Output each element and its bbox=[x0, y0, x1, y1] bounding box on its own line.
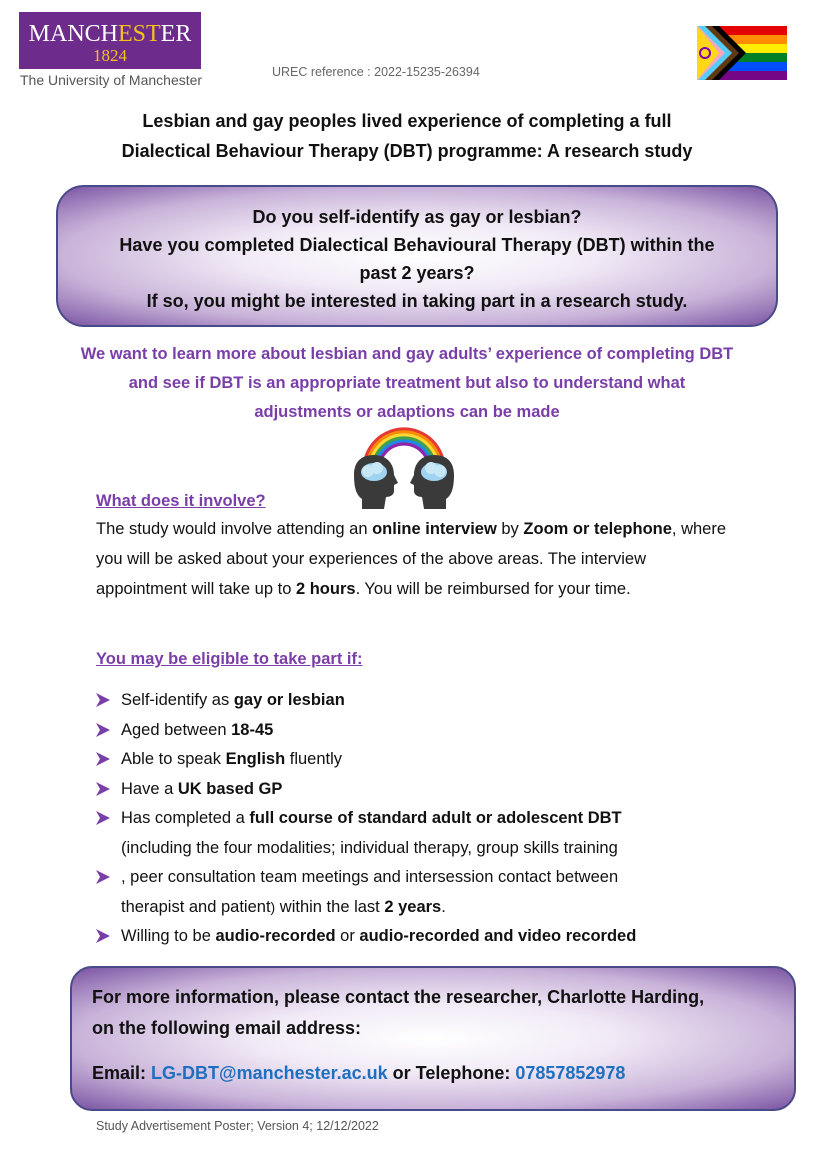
intro-line-2: and see if DBT is an appropriate treatment but also to understand what bbox=[128, 374, 686, 392]
logo-year: 1824 bbox=[93, 46, 127, 65]
criterion-2-text: Aged between bbox=[121, 720, 232, 739]
list-item bbox=[96, 775, 736, 805]
criterion-6-bold: 2 years bbox=[384, 897, 442, 916]
criterion-5-bold: full course of standard adult or adolescent DBT bbox=[249, 809, 622, 827]
criterion-6-line-1: , peer consultation team meetings and intersession contact between bbox=[121, 868, 619, 886]
question-box bbox=[56, 185, 778, 327]
involve-paragraph bbox=[96, 514, 726, 604]
university-logo bbox=[19, 12, 201, 69]
university-name: The University of Manchester bbox=[20, 72, 203, 88]
question-4: If so, you might be interested in taking part in a research study. bbox=[146, 291, 688, 311]
email-link[interactable]: LG-DBT@manchester.ac.uk bbox=[151, 1063, 388, 1083]
intro-text bbox=[40, 340, 774, 427]
involve-heading: What does it involve? bbox=[96, 492, 266, 510]
involve-bold-1: online interview bbox=[372, 520, 497, 538]
rainbow-heads-icon bbox=[348, 425, 460, 515]
phone-label: or Telephone: bbox=[387, 1063, 516, 1083]
criterion-4-text: Have a bbox=[121, 779, 178, 798]
involve-bold-3: 2 hours bbox=[295, 580, 356, 598]
email-label: Email: bbox=[92, 1063, 152, 1083]
list-item-continuation bbox=[96, 834, 736, 864]
criterion-7-bold-2: audio-recorded and video recorded bbox=[359, 927, 637, 945]
involve-text-1: The study would involve attending an bbox=[96, 520, 373, 538]
involve-bold-2: Zoom or telephone bbox=[523, 520, 672, 538]
urec-reference: UREC reference : 2022-15235-26394 bbox=[272, 65, 480, 79]
list-item bbox=[96, 804, 736, 834]
eligibility-heading: You may be eligible to take part if: bbox=[96, 650, 363, 668]
criterion-5-text: Has completed a bbox=[121, 809, 250, 827]
criterion-3-text-post: fluently bbox=[285, 750, 343, 768]
logo-word-mid: EST bbox=[118, 21, 161, 47]
criterion-1-bold: gay or lesbian bbox=[233, 691, 345, 709]
arrow-bullet-icon bbox=[96, 870, 110, 884]
list-item bbox=[96, 716, 736, 746]
criterion-6-line-2: therapist and patient bbox=[121, 897, 271, 916]
arrow-bullet-icon bbox=[96, 782, 110, 796]
contact-line-2: on the following email address: bbox=[92, 1018, 362, 1038]
title-line-1: Lesbian and gay peoples lived experience of completing a full bbox=[142, 111, 672, 131]
criterion-7-bold-1: audio-recorded bbox=[215, 927, 336, 945]
intro-line-3: adjustments or adaptions can be made bbox=[254, 403, 560, 421]
contact-box bbox=[70, 966, 796, 1111]
list-item bbox=[96, 922, 736, 952]
criterion-7-text: Willing to be bbox=[121, 927, 216, 945]
criterion-6-mid: within the last bbox=[275, 897, 385, 916]
page-title bbox=[0, 106, 814, 166]
list-item bbox=[96, 745, 736, 775]
arrow-bullet-icon bbox=[96, 811, 110, 825]
eligibility-list bbox=[96, 686, 736, 952]
criterion-7-mid: or bbox=[335, 927, 360, 945]
logo-word-post: ER bbox=[160, 21, 192, 47]
involve-text-4: . You will be reimbursed for your time. bbox=[355, 580, 631, 598]
criterion-2-bold: 18-45 bbox=[231, 720, 274, 739]
progress-pride-flag-icon bbox=[697, 26, 787, 80]
involve-text-3: , where you will be asked about your experiences of the above areas. The interview appointment will take up to bbox=[96, 520, 727, 598]
logo-word-pre: MANCH bbox=[28, 21, 118, 47]
involve-text-2: by bbox=[496, 520, 524, 538]
contact-line-1: For more information, please contact the researcher, Charlotte Harding, bbox=[92, 987, 705, 1007]
arrow-bullet-icon bbox=[96, 752, 110, 766]
question-1: Do you self-identify as gay or lesbian? bbox=[252, 207, 582, 227]
criterion-6-paren: ) bbox=[270, 898, 276, 915]
arrow-bullet-icon bbox=[96, 929, 110, 943]
title-line-2: Dialectical Behaviour Therapy (DBT) programme: A research study bbox=[121, 141, 693, 161]
footer-version: Study Advertisement Poster; Version 4; 12/12/2022 bbox=[96, 1119, 379, 1133]
arrow-bullet-icon bbox=[96, 723, 110, 737]
list-item bbox=[96, 863, 736, 893]
phone-link[interactable]: 07857852978 bbox=[515, 1063, 626, 1083]
intro-line-1: We want to learn more about lesbian and gay adults’ experience of completing DBT bbox=[80, 345, 734, 363]
question-3: past 2 years? bbox=[359, 263, 475, 283]
list-item bbox=[96, 686, 736, 716]
criterion-4-bold: UK based GP bbox=[177, 779, 283, 798]
list-item-continuation bbox=[96, 893, 736, 923]
criterion-1-text: Self-identify as bbox=[121, 691, 234, 709]
criterion-3-bold: English bbox=[225, 750, 286, 768]
question-2: Have you completed Dialectical Behavioural Therapy (DBT) within the bbox=[119, 235, 715, 255]
criterion-5-continuation: (including the four modalities; individual therapy, group skills training bbox=[121, 838, 618, 857]
criterion-3-text: Able to speak bbox=[121, 750, 226, 768]
arrow-bullet-icon bbox=[96, 693, 110, 707]
contact-details bbox=[92, 1058, 794, 1089]
criterion-6-post: . bbox=[441, 897, 446, 916]
